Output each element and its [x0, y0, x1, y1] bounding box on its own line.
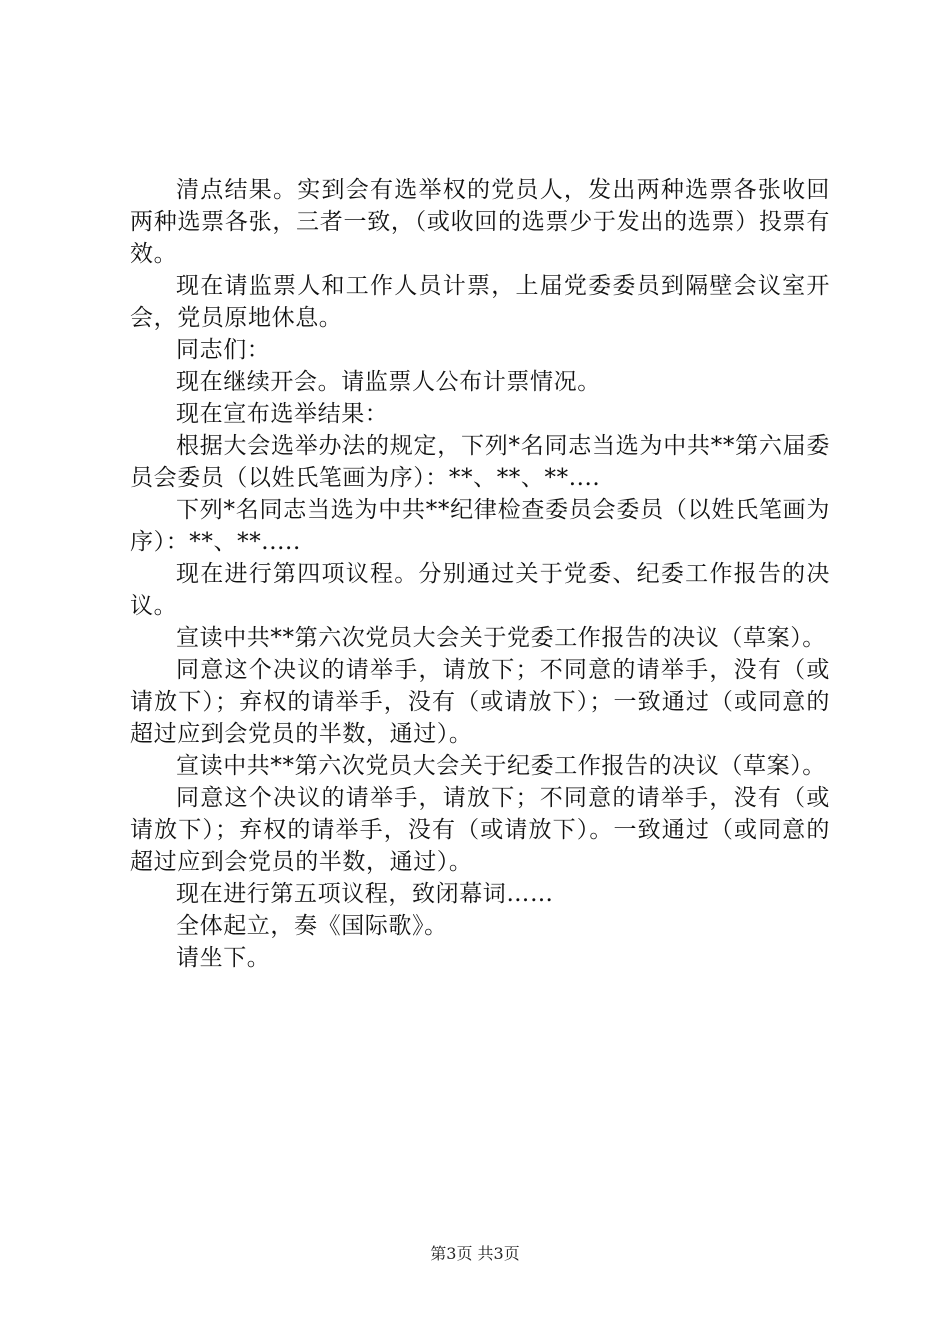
paragraph-count-result: 清点结果。实到会有选举权的党员人，发出两种选票各张收回两种选票各张，三者一致，（或收回的选票少于发出的选票）投票有效。 — [130, 177, 830, 267]
paragraph-read-discipline-resolution: 宣读中共**第六次党员大会关于纪委工作报告的决议（草案）。 — [176, 753, 826, 779]
page-number-footer: 第3页 共3页 — [430, 1244, 520, 1263]
paragraph-discipline-elected: 下列*名同志当选为中共**纪律检查委员会委员（以姓氏笔画为序）：**、**..... — [130, 497, 830, 555]
paragraph-anthem: 全体起立，奏《国际歌》。 — [176, 913, 448, 939]
paragraph-announce-results: 现在宣布选举结果： — [176, 401, 389, 427]
paragraph-agenda-four: 现在进行第四项议程。分别通过关于党委、纪委工作报告的决议。 — [130, 561, 830, 619]
paragraph-vote-counting: 现在请监票人和工作人员计票，上届党委委员到隔壁会议室开会，党员原地休息。 — [130, 273, 830, 331]
paragraph-resume-meeting: 现在继续开会。请监票人公布计票情况。 — [176, 369, 601, 395]
paragraph-agenda-five: 现在进行第五项议程，致闭幕词…… — [176, 881, 554, 907]
paragraph-read-party-resolution: 宣读中共**第六次党员大会关于党委工作报告的决议（草案）。 — [176, 625, 826, 651]
paragraph-discipline-resolution-vote: 同意这个决议的请举手，请放下；不同意的请举手，没有（或请放下）；弃权的请举手，没有（或请放下）。一致通过（或同意的超过应到会党员的半数，通过）。 — [130, 785, 830, 875]
document-body — [130, 174, 830, 974]
paragraph-party-resolution-vote: 同意这个决议的请举手，请放下；不同意的请举手，没有（或请放下）；弃权的请举手，没有（或请放下）；一致通过（或同意的超过应到会党员的半数，通过）。 — [130, 657, 830, 747]
paragraph-be-seated: 请坐下。 — [176, 945, 271, 971]
paragraph-committee-elected: 根据大会选举办法的规定，下列*名同志当选为中共**第六届委员会委员（以姓氏笔画为序）：**、**、**.... — [130, 433, 830, 491]
paragraph-comrades: 同志们： — [176, 337, 271, 363]
